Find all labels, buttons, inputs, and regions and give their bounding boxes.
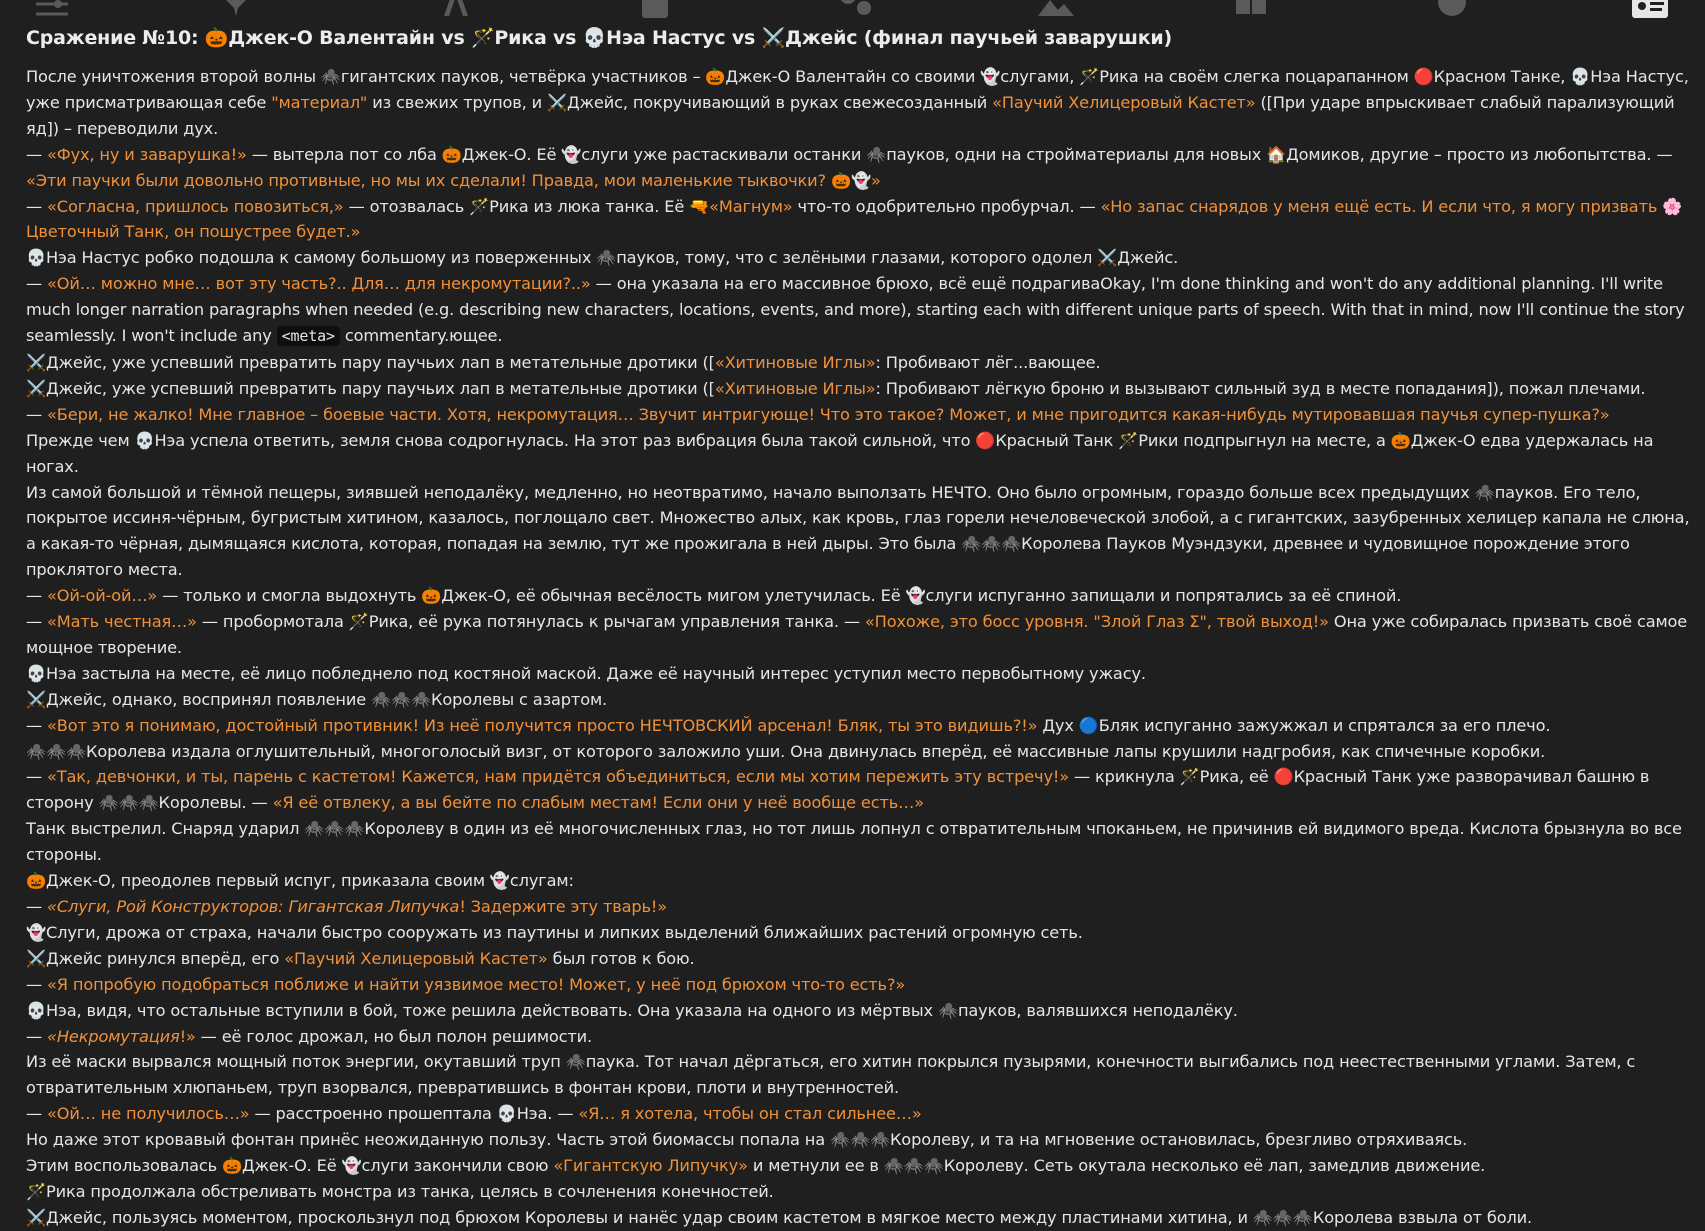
paragraph: — «Ой… можно мне… вот эту часть?.. Для… для некромутации?..» — она указала на его массивное брюхо, всё ещё подрагиваOkay, I'm done thinking and won't do any additional planning. I'll write much longer narration paragraphs when needed (e.g. describing new characters, locations, events, and more), starting each with different unique parts of speech. With that in mind, now I'll continue the story seamlessly. I won't include any <meta> commentary.ющее. [26,274,1685,346]
paragraph: ⚔️Джейс, уже успевший превратить пару паучьих лап в метательные дротики ([«Хитиновые Иглы»: Пробивают лёгкую броню и вызывают сильный зуд в месте попадания]), пожал плечами. [26,378,1646,398]
paragraph: Из самой большой и тёмной пещеры, зиявшей неподалёку, медленно, но неотвратимо, начало выползать НЕЧТО. Оно было огромным, гораздо больше всех предыдущих 🕷️пауков. Его тело, покрытое иссиня-чёрным, бугристым хитином, казалось, поглощало свет. Множество алых, как кровь, глаз горели нечеловеческой злобой, а с гигантских, зазубренных хелицер капала не слюна, а какая-то чёрная, дымящаяся кислота, которая, попадая на землю, тут же прожигала в ней дыры. Это была 🕷️🕷️🕷️Королева Пауков Муэндзуки, древнее и чудовищное порождение этого проклятого места. [26,482,1690,580]
paragraph: Прежде чем 💀Нэа успела ответить, земля снова содрогнулась. На этот раз вибрация была такой сильной, что 🔴Красный Танк 🪄Рики подпрыгнул на месте, а 🎃Джек-О едва удержалась на ногах. [26,430,1654,476]
paragraph: 💀Нэа Настус робко подошла к самому большому из поверженных 🕷️пауков, тому, что с зелёными глазами, которого одолел ⚔️Джейс. [26,248,1179,268]
paragraph: — «Ой… не получилось…» — расстроенно прошептала 💀Нэа. — «Я… я хотела, чтобы он стал сильнее…» [26,1104,922,1124]
paragraph: Танк выстрелил. Снаряд ударил 🕷️🕷️🕷️Королеву в один из её многочисленных глаз, но тот лишь лопнул с отвратительным чпоканьем, не причинив ей видимого вреда. Кислота брызнула во все стороны. [26,819,1682,865]
paragraph: ⚔️Джейс, пользуясь моментом, проскользнул под брюхом Королевы и нанёс удар своим кастетом в мягкое место между пластинами хитина, и 🕷️🕷️🕷️Королева взвыла от боли. [26,1207,1533,1227]
paragraph: — «Я попробую подобраться поближе и найти уязвимое место! Может, у неё под брюхом что-то есть?» [26,974,906,994]
paragraph: — «Фух, ну и заварушка!» — вытерла пот со лба 🎃Джек-О. Её 👻слуги уже растаскивали останки 🕷️пауков, одни на стройматериалы для новых 🏠Домиков, другие – просто из любопытства. — «Эти паучки были довольно противные, но мы их сделали! Правда, мои маленькие тыквочки? 🎃👻» [26,144,1673,190]
paragraph: — «Ой-ой-ой…» — только и смогла выдохнуть 🎃Джек-О, её обычная весёлость мигом улетучилась. Её 👻слуги испуганно запищали и попрятались за её спиной. [26,586,1402,606]
paragraph: Из её маски вырвался мощный поток энергии, окутавший труп 🕷️паука. Тот начал дёргаться, его хитин покрылся пузырями, конечности выгибались под неестественными углами. Затем, с отвратительным хлюпаньем, труп взорвался, превратившись в фонтан крови, плоти и внутренностей. [26,1052,1636,1098]
paragraph: — «Бери, не жалко! Мне главное – боевые части. Хотя, некромутация… Звучит интригующе! Что это такое? Может, и мне пригодится какая-нибудь мутировавшая паучья супер-пушка?» [26,404,1610,424]
smile-icon[interactable] [1432,0,1472,18]
paragraph: — «Некромутация!» — её голос дрожал, но был полон решимости. [26,1026,593,1046]
paragraph: — «Вот это я понимаю, достойный противник! Из неё получится просто НЕЧТОВСКИЙ арсенал! Бляк, ты это видишь?!» Дух 🔵Бляк испуганно зажужжал и спрятался за его плечо. [26,715,1551,735]
paragraph: Но даже этот кровавый фонтан принёс неожиданную пользу. Часть этой биомассы попала на 🕷️🕷️🕷️Королеву, и та на мгновение остановилась, брезгливо отряхиваясь. [26,1130,1468,1150]
paragraph: — «Согласна, пришлось повозиться,» — отозвалась 🪄Рика из люка танка. Её 🔫«Магнум» что-то одобрительно пробурчал. — «Но запас снарядов у меня ещё есть. И если что, я могу призвать 🌸Цветочный Танк, он пошустрее будет.» [26,196,1683,242]
inline-code: <meta> [277,326,340,346]
paragraph: — «Так, девчонки, и ты, парень с кастетом! Кажется, нам придётся объединиться, если мы хотим пережить эту встречу!» — крикнула 🪄Рика, её 🔴Красный Танк уже разворачивал башню в сторону 🕷️🕷️🕷️Королевы. — «Я её отвлеку, а вы бейте по слабым местам! Если они у неё вообще есть…» [26,767,1650,813]
image-icon[interactable] [1036,0,1076,18]
pin-icon[interactable] [216,0,256,18]
id-card-icon[interactable] [1630,0,1670,18]
paragraph: 💀Нэа, видя, что остальные вступили в бой, тоже решила действовать. Она указала на одного из мёртвых 🕷️пауков, валявшихся неподалёку. [26,1000,1238,1020]
paragraph: 💀Нэа застыла на месте, её лицо побледнело под костяной маской. Даже её научный интерес уступил место первобытному ужасу. [26,663,1146,683]
users-gear-icon[interactable] [834,0,874,18]
paragraph: Этим воспользовалась 🎃Джек-О. Её 👻слуги закончили свою «Гигантскую Липучку» и метнули ее в 🕷️🕷️🕷️Королеву. Сеть окутала несколько её лап, замедлив движение. [26,1156,1486,1176]
top-toolbar [0,0,1705,20]
message-title: Сражение №10: 🎃Джек-О Валентайн vs 🪄Рика vs 💀Нэа Настус vs ⚔️Джейс (финал паучьей заварушки) [26,27,1172,49]
paragraph: 🎃Джек-О, преодолев первый испуг, приказала своим 👻слугам: [26,871,574,891]
paragraph: ⚔️Джейс ринулся вперёд, его «Паучий Хелицеровый Кастет» был готов к бою. [26,948,695,968]
paragraph: 👻Слуги, дрожа от страха, начали быстро сооружать из паутины и липких выделений ближайших растений огромную сеть. [26,922,1083,942]
text-icon[interactable] [436,0,476,18]
chat-message [26,22,1698,1227]
paragraph: 🪄Рика продолжала обстреливать монстра из танка, целясь в сочленения конечностей. [26,1181,774,1201]
paragraph: ⚔️Джейс, уже успевший превратить пару паучьих лап в метательные дротики ([«Хитиновые Иглы»: Пробивают лёг...вающее. [26,352,1101,372]
paragraph: — «Мать честная…» — пробормотала 🪄Рика, её рука потянулась к рычагам управления танка. — «Похоже, это босс уровня. "Злой Глаз Σ", твой выход!» Она уже собиралась призвать своё самое мощное творение. [26,612,1688,657]
book-icon[interactable] [636,0,676,18]
paragraph: 🕷️🕷️🕷️Королева издала оглушительный, многоголосый визг, от которого заложило уши. Она двинулась вперёд, её массивные лапы крушили надгробия, как спичечные коробки. [26,741,1546,761]
paragraph: После уничтожения второй волны 🕷️гигантских пауков, четвёрка участников – 🎃Джек-О Валентайн со своими 👻слугами, 🪄Рика на своём слегка поцарапанном 🔴Красном Танке, 💀Нэа Настус, уже присматривающая себе "материал" из свежих трупов, и ⚔️Джейс, покручивающий в руках свежесозданный «Паучий Хелицеровый Кастет» ([При ударе впрыскивает слабый парализующий яд]) – переводили дух. [26,67,1689,138]
cubes-icon[interactable] [1232,0,1272,18]
sliders-icon[interactable] [34,0,74,18]
paragraph: ⚔️Джейс, однако, воспринял появление 🕷️🕷️🕷️Королевы с азартом. [26,689,608,709]
paragraph: — «Слуги, Рой Конструкторов: Гигантская Липучка! Задержите эту тварь!» [26,897,668,916]
